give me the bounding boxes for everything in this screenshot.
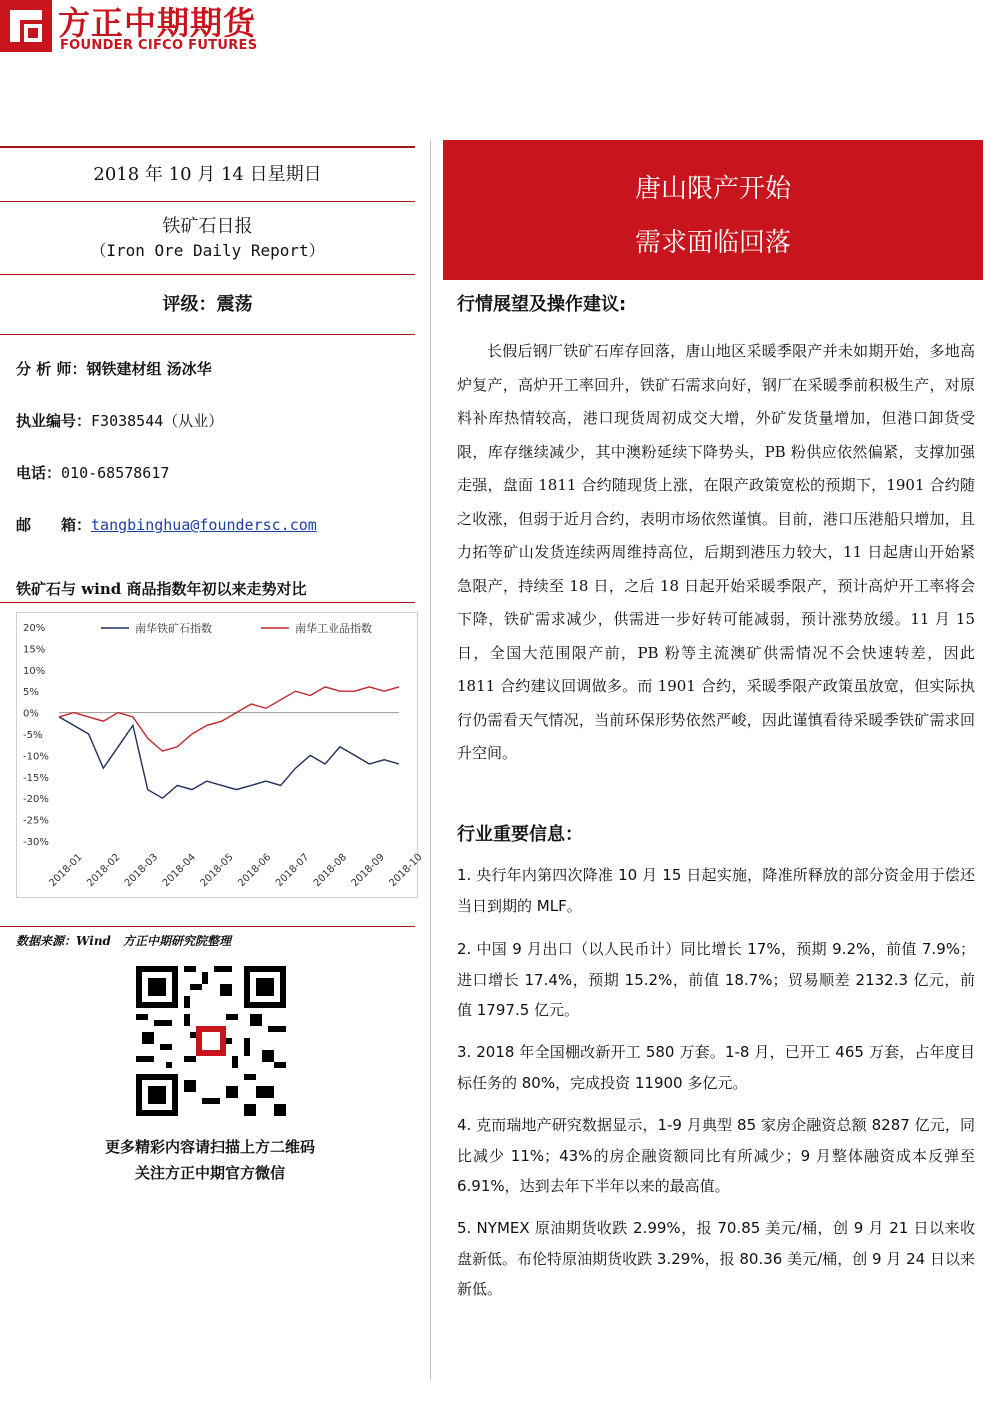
- qr-caption-line2: 关注方正中期官方微信: [134, 1164, 285, 1182]
- legend-label: 南华铁矿石指数: [135, 622, 212, 635]
- x-tick-label: 2018-06: [236, 851, 274, 890]
- logo-english-name: FOUNDER CIFCO FUTURES: [60, 38, 258, 53]
- outlook-section-title: 行情展望及操作建议:: [457, 294, 627, 315]
- email-link[interactable]: tangbinghua@foundersc.com: [91, 516, 317, 534]
- chart-svg: [17, 613, 425, 897]
- news-item-4: 4. 克而瑞地产研究数据显示，1-9 月典型 85 家房企融资总额 8287 亿元，同比减少 11%；43%的房企融资额同比有所减少；9 月整体融资成本反弹至 6.91%，达到去年下半年以来的最高值。: [457, 1116, 975, 1195]
- y-tick-label: 10%: [23, 665, 46, 677]
- license-row: [16, 410, 223, 431]
- email-row: [16, 514, 317, 535]
- y-tick-label: 0%: [23, 708, 39, 720]
- news-item-1: 1. 央行年内第四次降准 10 月 15 日起实施，降准所释放的部分资金用于偿还当日到期的 MLF。: [457, 866, 975, 915]
- y-tick-label: 20%: [23, 623, 46, 634]
- column-divider: [430, 140, 431, 1380]
- license-label: 执业编号：: [16, 412, 92, 430]
- x-tick-label: 2018-09: [349, 851, 387, 890]
- y-tick-label: -20%: [23, 794, 49, 806]
- headline-banner: [443, 140, 983, 280]
- headline-line1: 唐山限产开始: [634, 174, 791, 204]
- news-section-title: 行业重要信息：: [457, 824, 583, 845]
- news-item-5: 5. NYMEX 原油期货收跌 2.99%，报 70.85 美元/桶，创 9 月 21 日以来收盘新低。布伦特原油期货收跌 3.29%，报 80.36 美元/桶，创 9 月 24 日以来新低。: [457, 1219, 975, 1298]
- phone-row: [16, 462, 169, 483]
- report-name-en: （Iron Ore Daily Report）: [90, 241, 325, 260]
- x-tick-label: 2018-01: [47, 851, 85, 890]
- outlook-paragraph: 长假后钢厂铁矿石库存回落，唐山地区采暖季限产并未如期开始，多地高炉复产，高炉开工率回升，铁矿石需求向好，钢厂在采暖季前积极生产，对原料补库热情较高，港口现货周初成交大增，外矿发货量增加，但港口卸货受限，库存继续减少，其中澳粉延续下降势头，PB 粉供应依然偏紧，支撑加强走强，盘面 1811 合约随现货上涨，在限产政策宽松的预期下，1901 合约随之收涨，但弱于近月合约，表明市场依然谨慎。目前，港口压港船只增加，且力拓等矿山发货连续两周维持高位，后期到港压力较大，11 日起唐山开始紧急限产，持续至 18 日，之后 18 日起开始采暖季限产，预计高炉开工率将会下降，铁矿需求减少，供需进一步好转可能减弱，预计涨势放缓。11 月 15 日，全国大范围限产前，PB 粉等主流澳矿供需情况不会快速转差，因此 1811 合约建议回调做多。而 1901 合约，采暖季限产政策虽放宽，但实际执行仍需看天气情况，当前环保形势依然严峻，因此谨慎看待采暖季铁矿需求回升空间。: [457, 342, 975, 762]
- analyst-label: 分 析 师：: [16, 360, 87, 378]
- headline-line2: 需求面临回落: [634, 228, 791, 258]
- legend-label: 南华工业品指数: [295, 622, 372, 635]
- divider: [0, 926, 415, 927]
- x-tick-label: 2018-10: [387, 851, 425, 890]
- qr-code-icon: [136, 966, 286, 1116]
- email-label: 邮 箱：: [16, 516, 92, 534]
- rating: 评级：震荡: [162, 294, 253, 315]
- y-tick-label: -25%: [23, 815, 49, 827]
- series-line-0: [59, 717, 399, 798]
- company-logo: [0, 0, 300, 56]
- comparison-chart: [16, 612, 425, 898]
- x-tick-label: 2018-07: [274, 851, 312, 890]
- news-item-3: 3. 2018 年全国棚改新开工 580 万套。1-8 月，已开工 465 万套，占年度目标任务的 80%，完成投资 11900 多亿元。: [457, 1043, 975, 1092]
- report-name-cn: 铁矿石日报: [162, 216, 253, 237]
- divider: [0, 146, 415, 148]
- qr-caption-line1: 更多精彩内容请扫描上方二维码: [104, 1138, 315, 1156]
- divider: [0, 602, 415, 603]
- phone-value: 010-68578617: [61, 464, 170, 482]
- x-tick-label: 2018-02: [85, 851, 123, 890]
- logo-chinese-name: 方正中期期货: [58, 4, 257, 42]
- y-tick-label: -15%: [23, 772, 49, 784]
- x-tick-label: 2018-08: [311, 851, 350, 890]
- divider: [0, 274, 415, 275]
- divider: [0, 334, 415, 335]
- analyst-row: [16, 358, 212, 379]
- y-tick-label: 15%: [23, 644, 46, 656]
- series-line-1: [59, 687, 399, 751]
- y-tick-label: -10%: [23, 751, 49, 763]
- divider: [0, 201, 415, 202]
- y-tick-label: 5%: [23, 687, 39, 699]
- y-tick-label: -5%: [23, 730, 43, 741]
- y-tick-label: -30%: [23, 837, 49, 848]
- logo-mark-icon: [0, 0, 52, 52]
- analyst-value: 钢铁建材组 汤冰华: [86, 360, 212, 378]
- chart-title: 铁矿石与 wind 商品指数年初以来走势对比: [16, 580, 307, 598]
- chart-source: 数据来源：Wind 方正中期研究院整理: [16, 934, 231, 948]
- license-value: F3038544（从业）: [91, 412, 224, 430]
- x-tick-label: 2018-03: [122, 851, 161, 890]
- news-item-2: 2. 中国 9 月出口（以人民币计）同比增长 17%，预期 9.2%，前值 7.9%；进口增长 17.4%，预期 15.2%，前值 18.7%；贸易顺差 2132.3 亿元，前值 1797.5 亿元。: [457, 940, 975, 1019]
- report-date: 2018 年 10 月 14 日星期日: [93, 164, 322, 185]
- x-tick-label: 2018-04: [160, 851, 199, 890]
- x-tick-label: 2018-05: [198, 851, 236, 890]
- phone-label: 电话：: [16, 464, 62, 482]
